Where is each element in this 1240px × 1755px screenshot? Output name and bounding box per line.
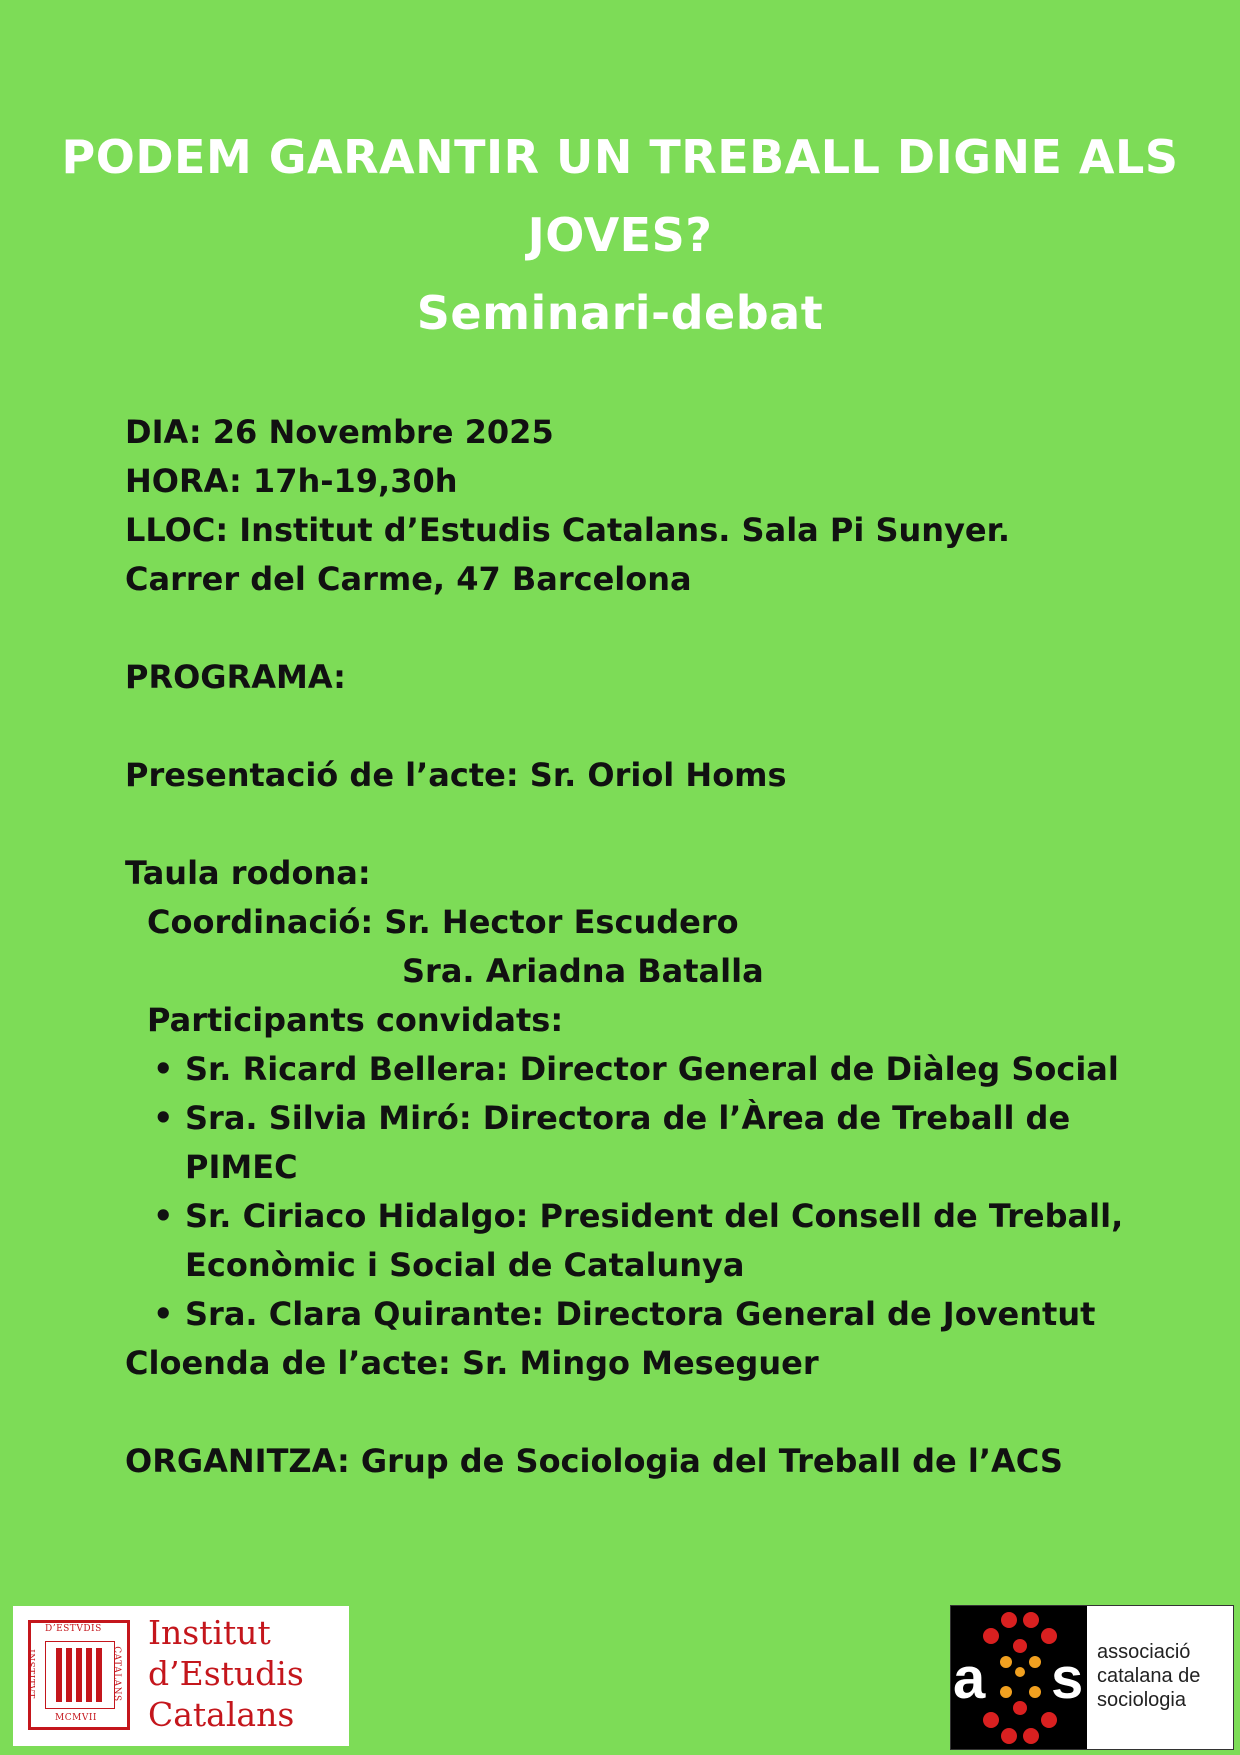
coordination-line-2: Sra. Ariadna Batalla [402,952,764,990]
organizer-line: ORGANITZA: Grup de Sociologia del Treball de l’ACS [125,1442,1063,1480]
svg-text:a: a [953,1646,986,1711]
presentation-line: Presentació de l’acte: Sr. Oriol Homs [125,756,787,794]
list-item [125,1094,1185,1192]
participant-text: Sra. Clara Quirante: Directora General de Joventut [185,1295,1096,1333]
time-line: HORA: 17h-19,30h [125,462,458,500]
iec-logo [13,1606,349,1746]
event-title [0,118,1240,352]
bullet-icon: • [153,1050,174,1088]
program-heading: PROGRAMA: [125,658,346,696]
title-line-1: PODEM GARANTIR UN TREBALL DIGNE ALS [61,130,1179,184]
iec-name: Institut d’Estudis Catalans [148,1613,304,1734]
participant-text: Sr. Ricard Bellera: Director General de Diàleg Social [185,1050,1119,1088]
participants-heading: Participants convidats: [147,1001,564,1039]
acs-logo [950,1605,1234,1750]
coordination-line: Coordinació: Sr. Hector Escudero [147,903,739,941]
date-line: DIA: 26 Novembre 2025 [125,413,554,451]
participant-text: Sr. Ciriaco Hidalgo: President del Consell de Treball, Econòmic i Social de Catalunya [185,1197,1124,1284]
bullet-icon: • [153,1099,174,1137]
list-item [125,1192,1185,1290]
acs-dots-icon [951,1606,1087,1749]
location-line-2: Carrer del Carme, 47 Barcelona [125,560,692,598]
event-details [125,408,1185,1486]
location-line-1: LLOC: Institut d’Estudis Catalans. Sala Pi Sunyer. [125,511,1010,549]
participants-list [125,1045,1185,1339]
acs-mark [951,1606,1087,1749]
round-table-heading: Taula rodona: [125,854,371,892]
svg-text:s: s [1051,1646,1084,1711]
list-item [125,1290,1185,1339]
iec-seal-icon: D’ESTVDIS INSTITVT CATALANS MCMVII [28,1620,130,1730]
acs-name: associació catalana de sociologia [1097,1641,1201,1711]
bullet-icon: • [153,1197,174,1235]
bullet-icon: • [153,1295,174,1333]
list-item [125,1045,1185,1094]
subtitle: Seminari-debat [416,286,824,340]
participant-text: Sra. Silvia Miró: Directora de l’Àrea de Treball de PIMEC [185,1099,1071,1186]
title-line-2: JOVES? [527,208,713,262]
closing-line: Cloenda de l’acte: Sr. Mingo Meseguer [125,1344,819,1382]
